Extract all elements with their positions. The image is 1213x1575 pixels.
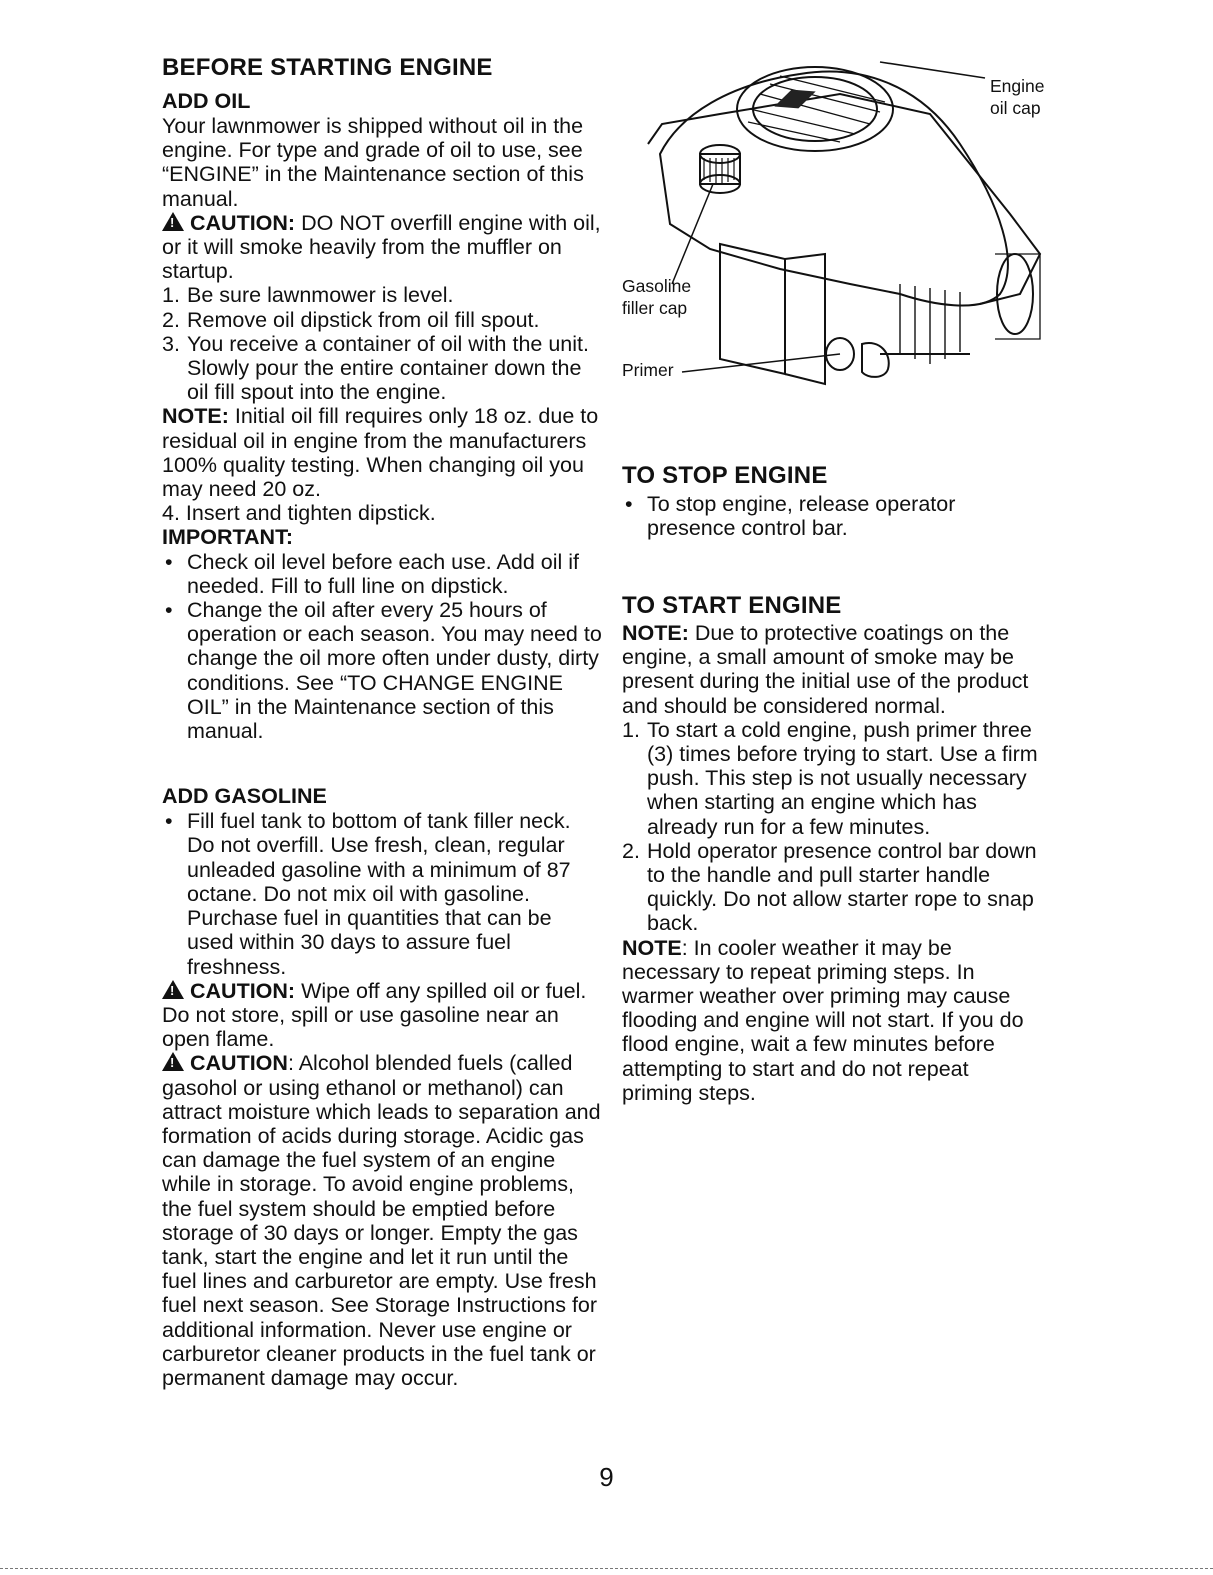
section-heading-before-starting: BEFORE STARTING ENGINE xyxy=(162,54,493,81)
important-label: IMPORTANT: xyxy=(162,525,293,550)
list-item xyxy=(622,492,1042,540)
gas-caution-2 xyxy=(162,1051,602,1390)
caution-text: Wipe off any spilled oil or fuel. Do not store, spill or use gasoline near an open flame. xyxy=(162,978,587,1052)
list-item xyxy=(162,598,602,743)
step-text: Be sure lawnmower is level. xyxy=(187,283,454,308)
step-number: 1. xyxy=(162,283,180,308)
subheading-add-oil: ADD OIL xyxy=(162,89,251,113)
note-label: NOTE: xyxy=(162,404,229,429)
left-column xyxy=(162,54,602,1390)
list-item xyxy=(622,839,1042,936)
bullet-icon: • xyxy=(625,492,633,516)
note-label: NOTE: xyxy=(622,621,689,645)
list-item xyxy=(622,718,1042,839)
note-text: Initial oil fill requires only 18 oz. due to residual oil in engine from the manufacturers 100% quality testing. When changing oil you may need 20 oz. xyxy=(162,404,599,502)
bullet-icon: • xyxy=(165,549,173,574)
bullet-text: To stop engine, release operator presence control bar. xyxy=(647,492,956,541)
note-label: NOTE xyxy=(622,935,682,960)
bullet-text: Check oil level before each use. Add oil if needed. Fill to full line on dipstick. xyxy=(187,549,580,598)
engine-diagram xyxy=(600,54,1070,404)
add-oil-intro: Your lawnmower is shipped without oil in the engine. For type and grade of oil to use, see “ENGINE” in the Maintenance section of this manual. xyxy=(162,114,584,211)
oil-caution xyxy=(162,211,602,284)
caution-text: DO NOT overfill engine with oil, or it will smoke heavily from the muffler on startup. xyxy=(162,210,601,284)
caution-label: CAUTION xyxy=(190,1051,288,1076)
label-gasoline-filler-cap-line2: filler cap xyxy=(622,298,688,318)
section-heading-to-start-engine: TO START ENGINE xyxy=(622,592,842,619)
step-text: Hold operator presence control bar down to the handle and pull starter handle quickly. Do not allow starter rope to snap back. xyxy=(647,838,1037,936)
list-item xyxy=(162,809,602,978)
gas-caution-1 xyxy=(162,979,602,1052)
list-item xyxy=(162,332,602,405)
subheading-add-gasoline: ADD GASOLINE xyxy=(162,784,327,809)
label-engine-oil-cap-line1: Engine xyxy=(990,76,1045,96)
step-4: 4. Insert and tighten dipstick. xyxy=(162,501,436,526)
bullet-icon: • xyxy=(165,809,173,834)
step-number: 2. xyxy=(162,307,180,332)
step-number: 2. xyxy=(622,838,640,863)
bullet-icon: • xyxy=(165,598,173,623)
step-number: 1. xyxy=(622,717,640,742)
caution-label: CAUTION: xyxy=(190,978,296,1003)
start-note xyxy=(622,621,1042,718)
label-primer: Primer xyxy=(622,360,674,380)
list-item xyxy=(162,283,602,307)
warning-icon xyxy=(162,212,184,231)
step-number: 3. xyxy=(162,331,180,356)
note-text: : In cooler weather it may be necessary to repeat priming steps. In warmer weather over priming may cause flooding and engine will not start. If you do flood engine, wait a few minutes before attempting to start and do not repeat priming steps. xyxy=(622,935,1024,1105)
caution-text: : Alcohol blended fuels (called gasohol or using ethanol or methanol) can attract moisture which leads to separation and formation of acids during storage. Acidic gas can damage the fuel system of an engine while in storage. To avoid engine problems, the fuel system should be emptied before storage of 30 days or longer. Empty the gas tank, start the engine and let it run until the fuel lines and carburetor are empty. Use fresh fuel next season. See Storage Instructions for additional information. Never use engine or carburetor cleaner products in the fuel tank or permanent damage may occur. xyxy=(162,1051,601,1390)
label-engine-oil-cap-line2: oil cap xyxy=(990,98,1041,118)
page-bottom-divider xyxy=(0,1568,1213,1569)
step-text: To start a cold engine, push primer three (3) times before trying to start. Use a firm push. This step is not usually necessary when starting an engine which has already run for a few minutes. xyxy=(647,717,1038,839)
list-item xyxy=(162,550,602,598)
page-number: 9 xyxy=(599,1462,614,1492)
bullet-text: Fill fuel tank to bottom of tank filler neck. Do not overfill. Use fresh, clean, regular unleaded gasoline with a minimum of 87 octane. Do not mix oil with gasoline. Purchase fuel in quantities that can be used within 30 days to assure fuel freshness. xyxy=(187,809,571,979)
caution-label: CAUTION: xyxy=(190,210,296,235)
label-gasoline-filler-cap-line1: Gasoline xyxy=(622,276,692,296)
step-text: Remove oil dipstick from oil fill spout. xyxy=(187,307,540,332)
oil-note xyxy=(162,404,602,501)
section-heading-to-stop-engine: TO STOP ENGINE xyxy=(622,462,828,489)
warning-icon xyxy=(162,1052,184,1071)
warning-icon xyxy=(162,980,184,999)
start-note-2 xyxy=(622,936,1042,1105)
list-item xyxy=(162,308,602,332)
bullet-text: Change the oil after every 25 hours of operation or each season. You may need to change the oil more often under dusty, dirty conditions. See “TO CHANGE ENGINE OIL” in the Maintenance section of this manual. xyxy=(187,598,602,744)
note-text: Due to protective coatings on the engine, a small amount of smoke may be present during the initial use of the product and should be considered normal. xyxy=(622,621,1029,718)
step-text: You receive a container of oil with the unit. Slowly pour the entire container down the oil fill spout into the engine. xyxy=(187,331,589,405)
